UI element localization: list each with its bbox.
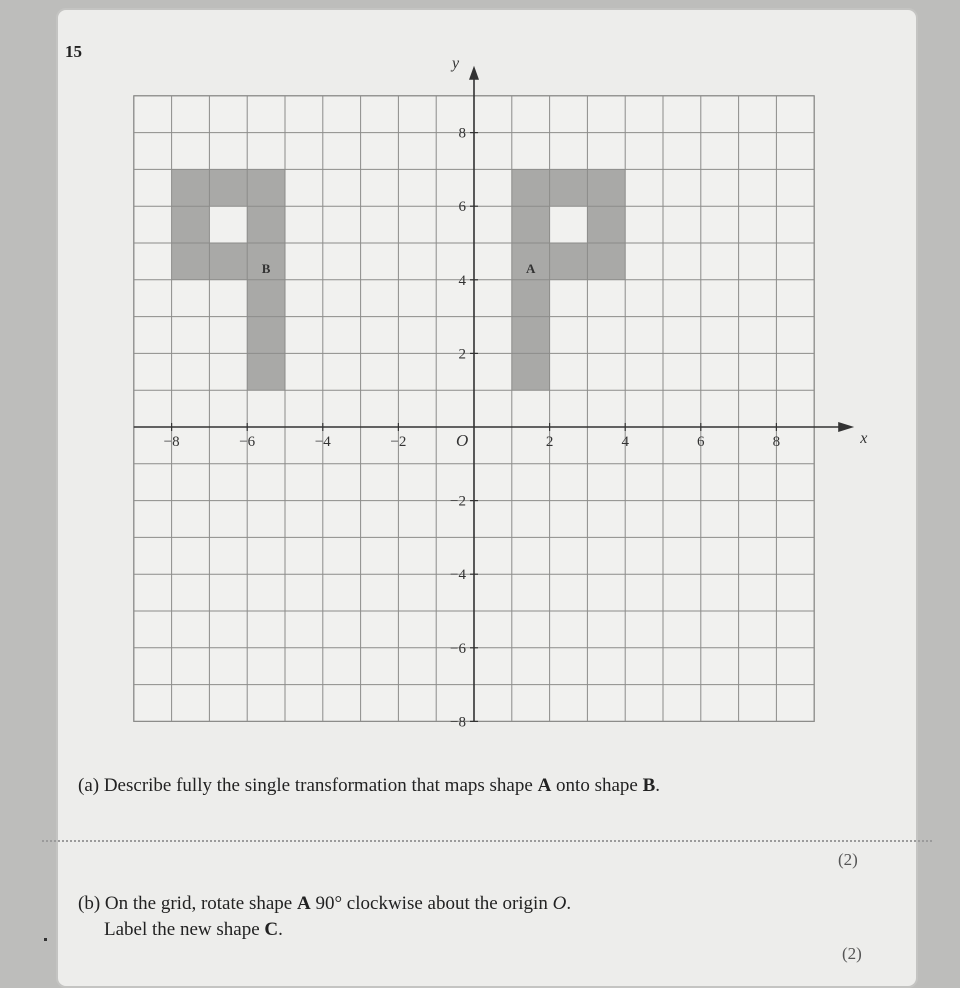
part-b-text-middle: 90° clockwise about the origin [310,893,553,914]
part-b-marks: (2) [842,944,862,963]
y-tick-label: −8 [450,714,466,731]
y-tick-label: −2 [450,493,466,510]
shape-label-b: B [261,260,271,276]
shape-label-a: A [526,260,536,276]
part-a-text-middle: onto shape [551,775,643,796]
x-tick-label: −6 [239,434,256,450]
part-b-line2-text: Label the new shape [104,919,265,940]
part-a-marks: (2) [838,850,858,869]
part-b-text: (b) On the grid, rotate shape [78,893,297,914]
x-tick-label: −2 [390,434,407,450]
part-b-shape-a: A [296,893,311,914]
x-tick-label: 8 [772,434,781,450]
origin-label: O [456,431,469,450]
answer-line[interactable] [42,840,932,842]
x-tick-label: −8 [163,434,180,450]
part-b-shape-c: C [264,919,279,940]
y-tick-label: −4 [450,567,466,584]
x-axis-label: x [860,430,868,447]
y-axis-arrow [469,66,479,80]
part-b-line2-end: . [278,919,283,940]
y-tick-label: 2 [458,346,466,363]
part-b-origin: O [552,893,567,914]
y-tick-label: 4 [458,272,466,289]
part-b-question [78,891,571,943]
margin-dot [44,938,47,941]
x-tick-label: 6 [697,434,705,450]
y-tick-label: 8 [458,125,466,142]
y-tick-label: 6 [458,199,466,216]
x-axis-arrow [838,422,854,432]
part-a-shape-b: B [642,775,656,796]
y-tick-label: −6 [450,640,466,657]
part-b-line2 [78,917,571,943]
y-axis-label: y [452,54,460,72]
part-a-shape-a: A [537,775,552,796]
part-a-question [78,773,660,799]
part-b-text-end: . [566,893,572,914]
x-tick-label: −4 [314,434,331,450]
x-tick-label: 2 [545,434,554,450]
part-a-text: (a) Describe fully the single transformation that maps shape [78,775,538,796]
x-tick-label: 4 [621,434,629,450]
question-number: 15 [65,42,82,61]
part-a-text-end: . [655,775,661,796]
